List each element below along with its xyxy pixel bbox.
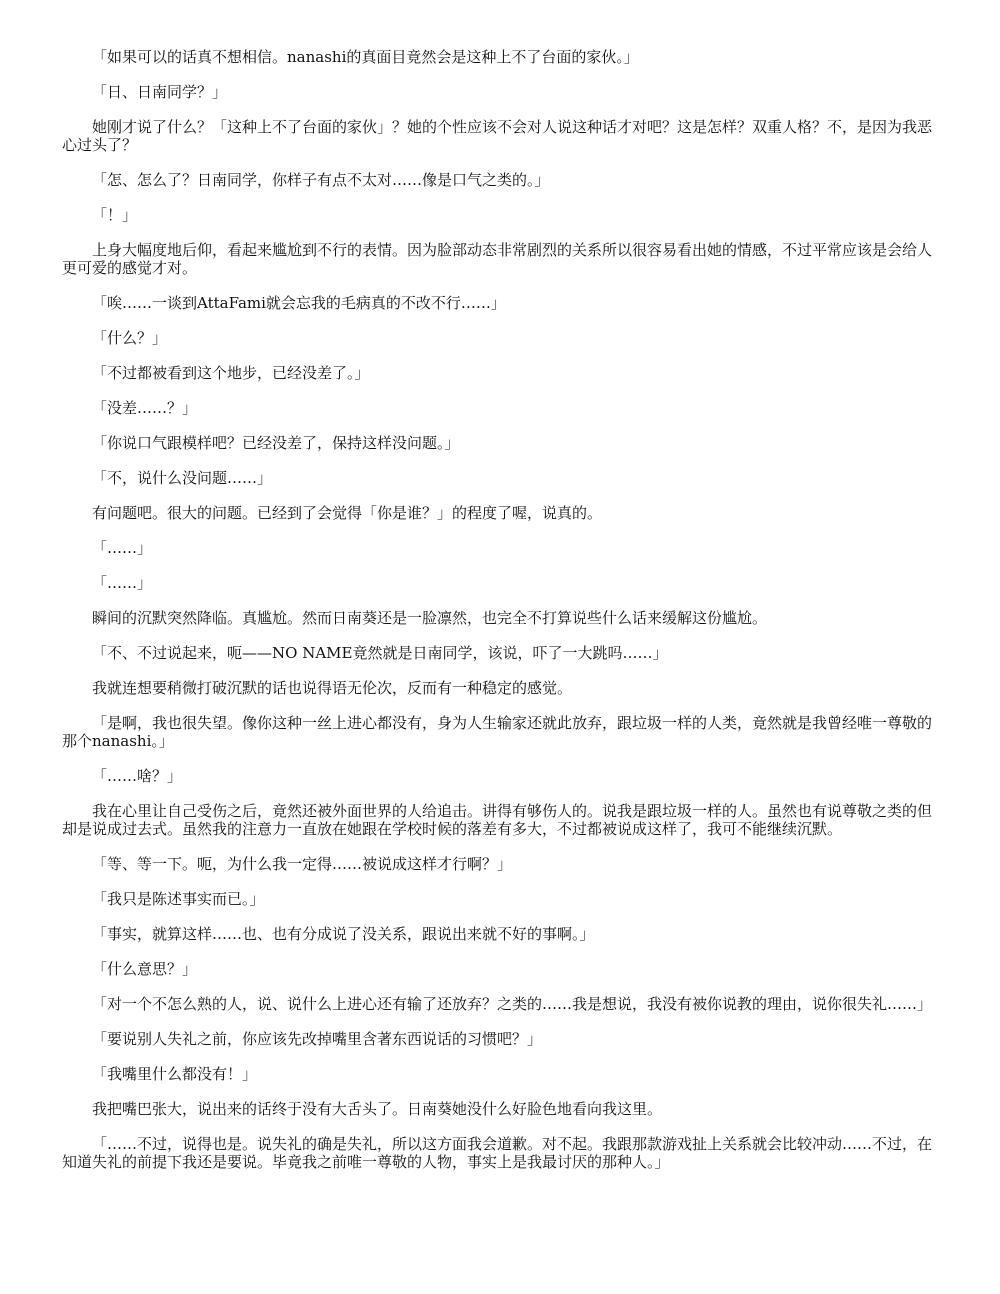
paragraph: 「你说口气跟模样吧？已经没差了，保持这样没问题。」 [92, 434, 460, 452]
paragraph: 「不，说什么没问题……」 [92, 469, 273, 487]
paragraph: 「……」 [92, 574, 153, 592]
paragraph: 「日、日南同学？」 [92, 83, 228, 101]
paragraph: 有问题吧。很大的问题。已经到了会觉得「你是谁？」的程度了喔，说真的。 [92, 504, 603, 522]
paragraph: 「……不过，说得也是。说失礼的确是失礼，所以这方面我会道歉。对不起。我跟那款游戏扯上关系就会比较冲动……不过，在知道失礼的前提下我还是要说。毕竟我之前唯一尊敬的人物，事实上是我最讨厌的那种人。」 [62, 1135, 933, 1171]
paragraph: 她刚才说了什么？「这种上不了台面的家伙」？她的个性应该不会对人说这种话才对吧？这是怎样？双重人格？不，是因为我恶心过头了？ [62, 118, 933, 154]
paragraph: 「什么意思？」 [92, 960, 198, 978]
paragraph: 「我只是陈述事实而已。」 [92, 890, 265, 908]
paragraph: 瞬间的沉默突然降临。真尴尬。然而日南葵还是一脸凛然，也完全不打算说些什么话来缓解这份尴尬。 [92, 609, 768, 627]
paragraph: 上身大幅度地后仰，看起来尴尬到不行的表情。因为脸部动态非常剧烈的关系所以很容易看出她的情感，不过平常应该是会给人更可爱的感觉才对。 [62, 241, 933, 277]
paragraph: 「！」 [92, 206, 138, 224]
paragraph: 「不过都被看到这个地步，已经没差了。」 [92, 364, 370, 382]
paragraph: 「事实，就算这样……也、也有分成说了没关系，跟说出来就不好的事啊。」 [92, 925, 595, 943]
paragraph: 「……啥？」 [92, 767, 183, 785]
paragraph: 「对一个不怎么熟的人，说、说什么上进心还有输了还放弃？之类的……我是想说，我没有被你说教的理由，说你很失礼……」 [92, 995, 933, 1013]
paragraph: 「……」 [92, 539, 153, 557]
paragraph: 「不、不过说起来，呃——NO NAME竟然就是日南同学，该说，吓了一大跳吗……」 [92, 644, 668, 662]
paragraph: 「要说别人失礼之前，你应该先改掉嘴里含著东西说话的习惯吧？」 [92, 1030, 543, 1048]
paragraph: 「我嘴里什么都没有！」 [92, 1065, 258, 1083]
paragraph: 「没差……？」 [92, 399, 198, 417]
paragraph: 「如果可以的话真不想相信。nanashi的真面目竟然会是这种上不了台面的家伙。」 [92, 48, 639, 66]
paragraph: 「什么？」 [92, 329, 168, 347]
paragraph: 「怎、怎么了？日南同学，你样子有点不太对……像是口气之类的。」 [92, 171, 550, 189]
paragraph: 我在心里让自己受伤之后，竟然还被外面世界的人给追击。讲得有够伤人的。说我是跟垃圾一样的人。虽然也有说尊敬之类的但却是说成过去式。虽然我的注意力一直放在她跟在学校时候的落差有多大，不过都被说成这样了，我可不能继续沉默。 [62, 802, 933, 838]
paragraph: 「唉……一谈到AttaFami就会忘我的毛病真的不改不行……」 [92, 294, 506, 312]
paragraph: 「等、等一下。呃，为什么我一定得……被说成这样才行啊？」 [92, 855, 513, 873]
paragraph: 「是啊，我也很失望。像你这种一丝上进心都没有，身为人生输家还就此放弃，跟垃圾一样的人类，竟然就是我曾经唯一尊敬的那个nanashi。」 [62, 714, 933, 750]
paragraph: 我把嘴巴张大，说出来的话终于没有大舌头了。日南葵她没什么好脸色地看向我这里。 [92, 1100, 663, 1118]
paragraph: 我就连想要稍微打破沉默的话也说得语无伦次，反而有一种稳定的感觉。 [92, 679, 573, 697]
